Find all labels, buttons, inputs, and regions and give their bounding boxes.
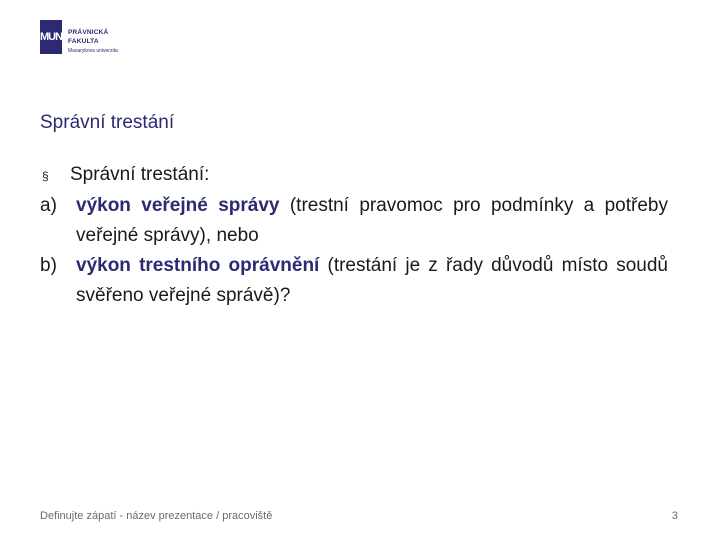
list-item-highlight: výkon trestního oprávnění [76, 255, 320, 276]
logo-mark-text: MUNI [40, 31, 65, 43]
bullet-text: Správní trestání: [70, 164, 210, 185]
list-item-a [40, 191, 668, 251]
list-item-b [40, 251, 668, 311]
logo-faculty-name-2: FAKULTA [68, 38, 99, 45]
logo-university-name: Masarykova univerzita [68, 48, 118, 54]
list-marker: b) [40, 255, 57, 276]
list-item-text: (trestání je z řady důvodů místo soudů svěřeno veřejné správě)? [76, 255, 668, 306]
logo-faculty-name-1: PRÁVNICKÁ [68, 29, 109, 36]
footer-text: Definujte zápatí - název prezentace / pracoviště [40, 510, 273, 522]
list-item-highlight: výkon veřejné správy [76, 195, 280, 216]
section-bullet-icon: § [42, 169, 49, 183]
slide-content [40, 160, 668, 311]
muni-logo-icon [40, 20, 65, 54]
page-number: 3 [671, 510, 678, 522]
list-item-text: (trestní pravomoc pro podmínky a potřeby veřejné správy), nebo [76, 195, 668, 246]
logo-text [68, 28, 118, 56]
list-marker: a) [40, 195, 57, 216]
slide-title: Správní trestání [40, 112, 175, 133]
bullet-item [40, 160, 668, 191]
faculty-logo [40, 20, 150, 66]
